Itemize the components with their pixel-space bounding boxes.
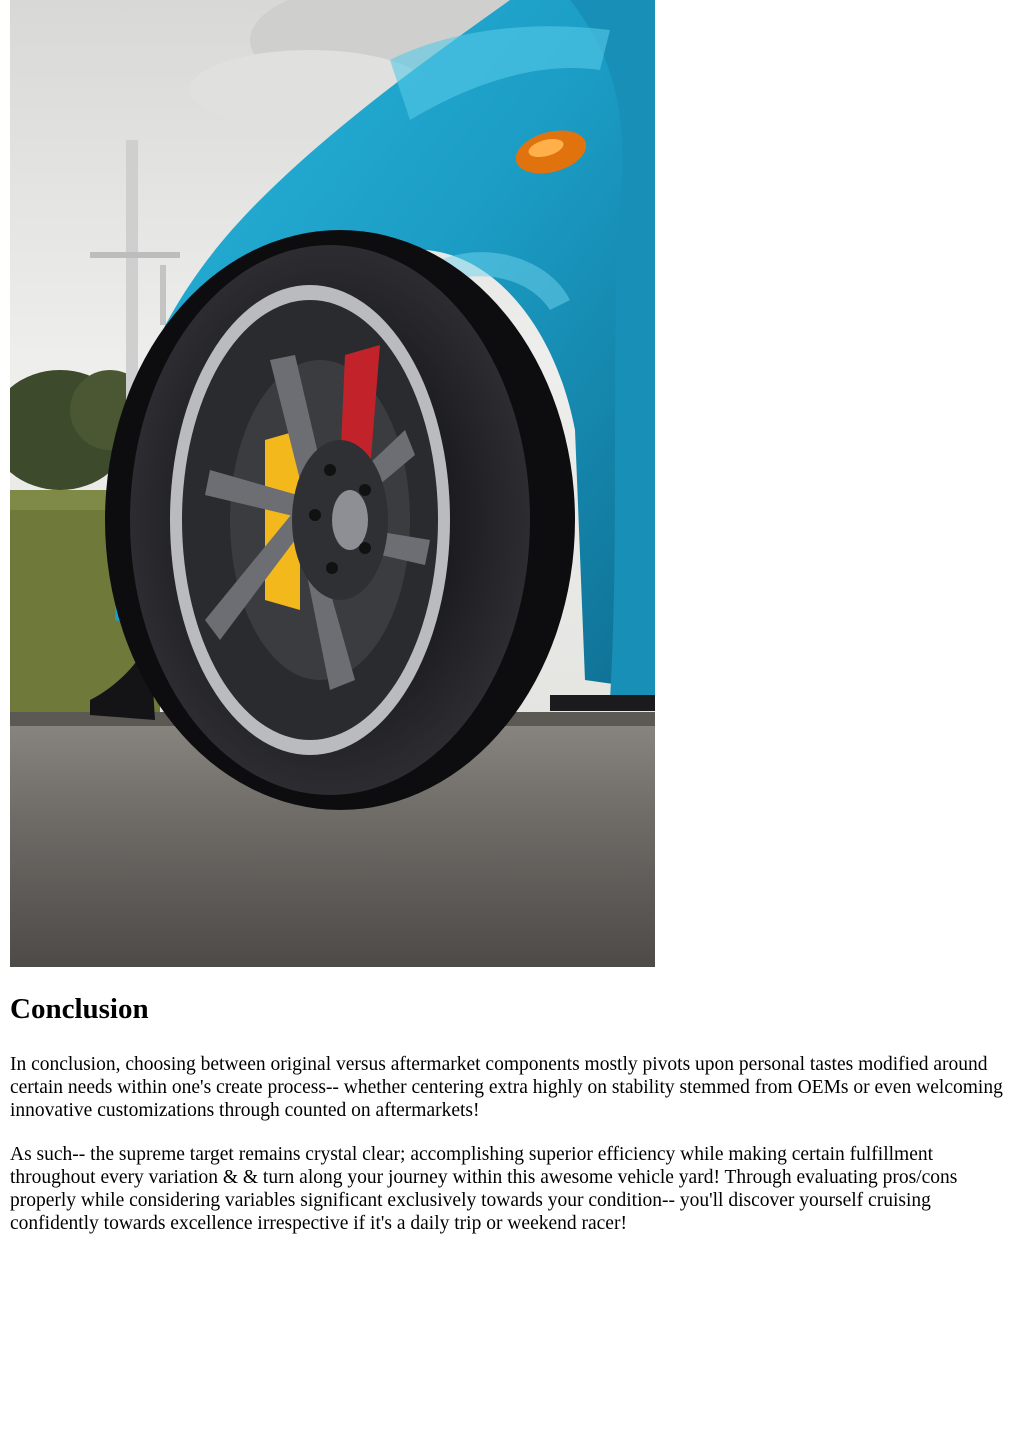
conclusion-paragraph-2: As such-- the supreme target remains crystal clear; accomplishing superior efficiency while making certain fulfillment throughout every variation & & turn along your journey within this awesome vehicle yard! Through evaluating pros/cons properly while considering variables significant exclusively towards your condition-- you'll discover yourself cruising confidently towards excellence irrespective if it's a daily trip or weekend racer! — [10, 1144, 958, 1234]
section-heading: Conclusion — [10, 993, 149, 1025]
car-wheel-illustration — [10, 0, 655, 967]
car-wheel-photo — [10, 0, 655, 967]
conclusion-paragraph-1: In conclusion, choosing between original versus aftermarket components mostly pivots upon personal tastes modified around certain needs within one's create process-- whether centering extra highly on stability stemmed from OEMs or even welcoming innovative customizations through counted on aftermarkets! — [10, 1054, 1003, 1121]
